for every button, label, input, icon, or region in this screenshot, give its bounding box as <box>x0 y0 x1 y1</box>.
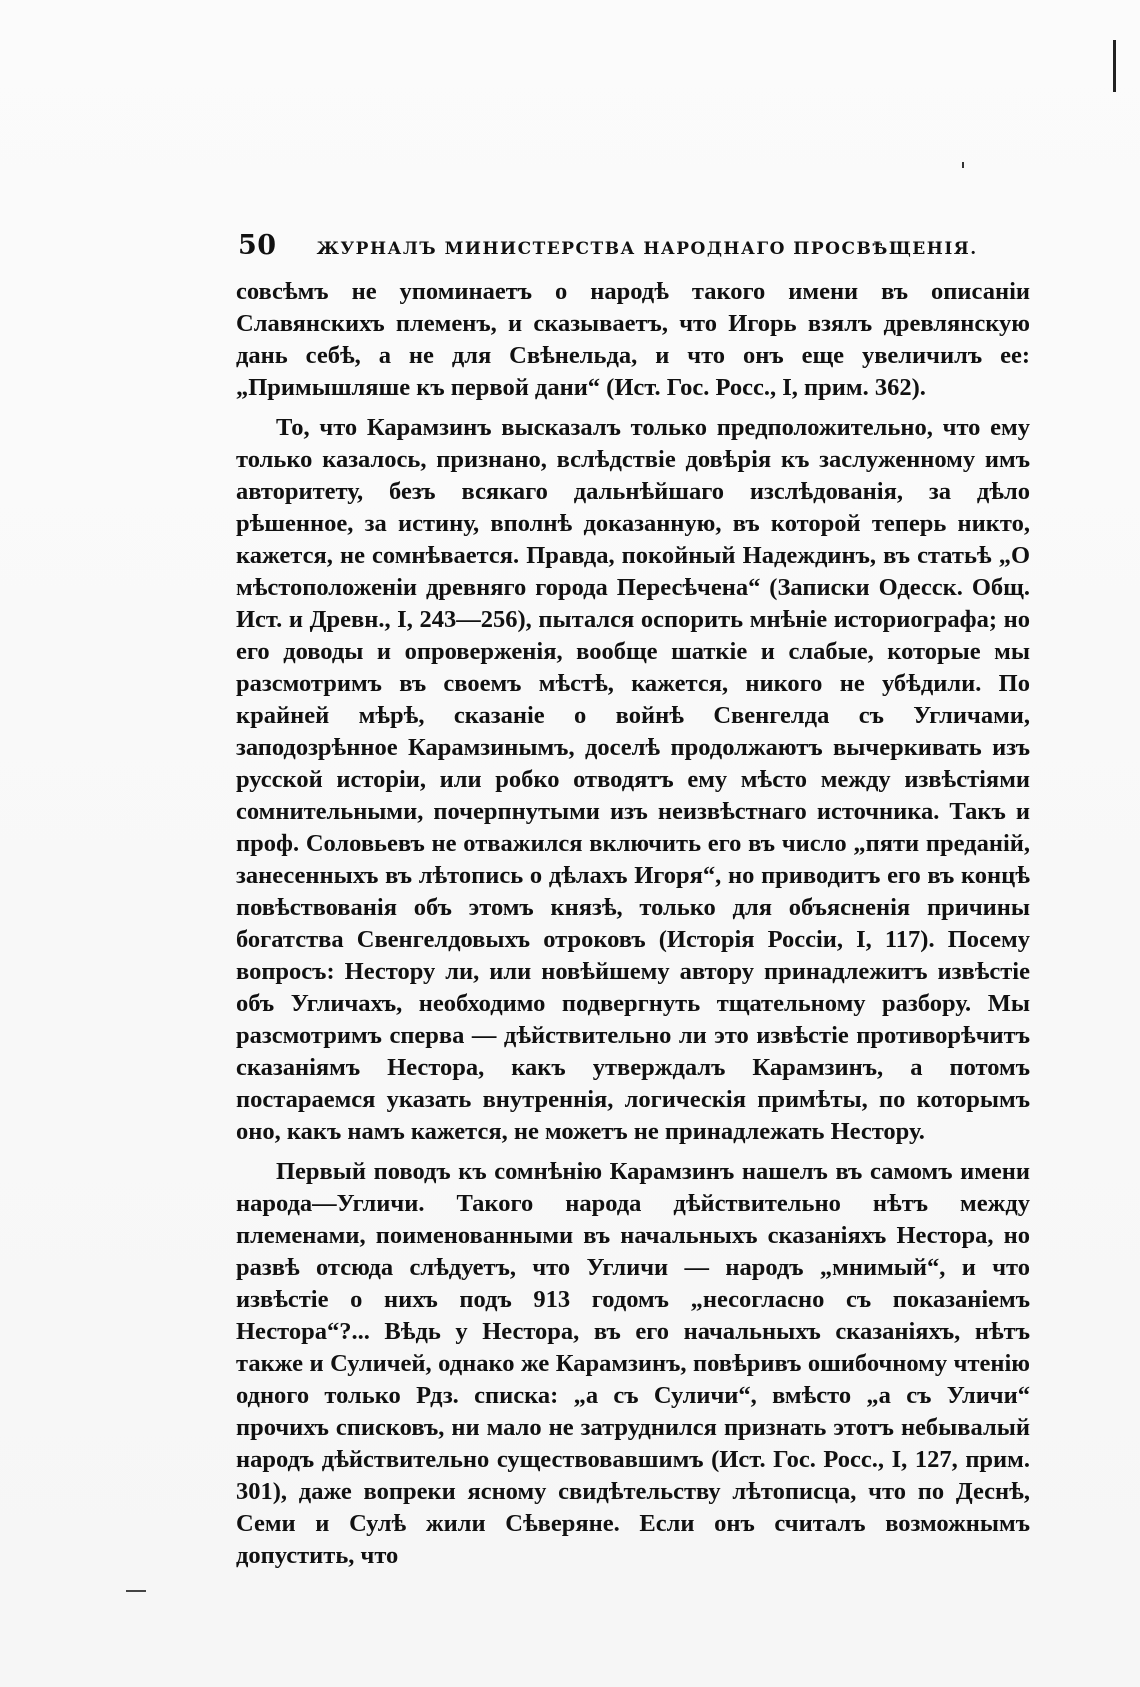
paragraph-1: совсѣмъ не упоминаетъ о народѣ такого имени въ описаніи Славянскихъ племенъ, и сказываетъ, что Игорь взялъ древлянскую дань себѣ, а не для Свѣнельда, и что онъ еще увеличилъ ее: „Примышляше къ первой дани“ (Ист. Гос. Росс., I, прим. 362). <box>236 278 1030 401</box>
running-title: ЖУРНАЛЪ МИНИСТЕРСТВА НАРОДНАГО ПРОСВѢЩЕНІЯ. <box>316 239 978 259</box>
page-edge-mark <box>1113 40 1116 92</box>
paragraph-3: Первый поводъ къ сомнѣнію Карамзинъ нашелъ въ самомъ имени народа—Угличи. Такого народа дѣйствительно нѣтъ между племенами, поименованными въ начальныхъ сказаніяхъ Нестора, но развѣ отсюда слѣдуетъ, что Угличи — народъ „мнимый“, и что извѣстіе о нихъ подъ 913 годомъ „несогласно съ показаніемъ Нестора“?... Вѣдь у Нестора, въ его начальныхъ сказаніяхъ, нѣтъ также и Суличей, однако же Карамзинъ, повѣривъ ошибочному чтенію одного только Рдз. списка: „а съ Суличи“, вмѣсто „а съ Уличи“ прочихъ списковъ, ни мало не затруднился признать этотъ небывалый народъ дѣйствительно существовавшимъ (Ист. Гос. Росс., I, 127, прим. 301), даже вопреки ясному свидѣтельству лѣтописца, что по Деснѣ, Семи и Сулѣ жили Сѣверяне. Если онъ считалъ возможнымъ допустить, что <box>236 1158 1030 1569</box>
scan-speck <box>962 162 964 168</box>
body-text <box>236 276 1030 1572</box>
paragraph-2: То, что Карамзинъ высказалъ только предположительно, что ему только казалось, признано, вслѣдствіе довѣрія къ заслуженному имъ авторитету, безъ всякаго дальнѣйшаго изслѣдованія, за дѣло рѣшенное, за истину, вполнѣ доказанную, въ которой теперь никто, кажется, не сомнѣвается. Правда, покойный Надеждинъ, въ статьѣ „О мѣстоположеніи древняго города Пересѣчена“ (Записки Одесск. Общ. Ист. и Древн., I, 243—256), пытался оспорить мнѣніе историографа; но его доводы и опроверженія, вообще шаткіе и слабые, которые мы разсмотримъ въ своемъ мѣстѣ, кажется, никого не убѣдили. По крайней мѣрѣ, сказаніе о войнѣ Свенгелда съ Угличами, заподозрѣнное Карамзинымъ, доселѣ продолжаютъ вычеркивать изъ русской исторіи, или робко отводятъ ему мѣсто между извѣстіями сомнительными, почерпнутыми изъ неизвѣстнаго источника. Такъ и проф. Соловьевъ не отважился включить его въ число „пяти преданій, занесенныхъ въ лѣтопись о дѣлахъ Игоря“, но приводитъ его въ концѣ повѣствованія объ этомъ князѣ, только для объясненія причины богатства Свенгелдовыхъ отроковъ (Исторія Россіи, I, 117). Посему вопросъ: Нестору ли, или новѣйшему автору принадлежитъ извѣстіе объ Угличахъ, необходимо подвергнуть тщательному разбору. Мы разсмотримъ сперва — дѣйствительно ли это извѣстіе противорѣчитъ сказаніямъ Нестора, какъ утверждалъ Карамзинъ, а потомъ постараемся указать внутреннія, логическія примѣты, по которымъ оно, какъ намъ кажется, не можетъ не принадлежать Нестору. <box>236 414 1030 1145</box>
footer-dash <box>126 1590 146 1592</box>
page-header <box>238 230 1028 270</box>
page-number: 50 <box>238 230 277 261</box>
